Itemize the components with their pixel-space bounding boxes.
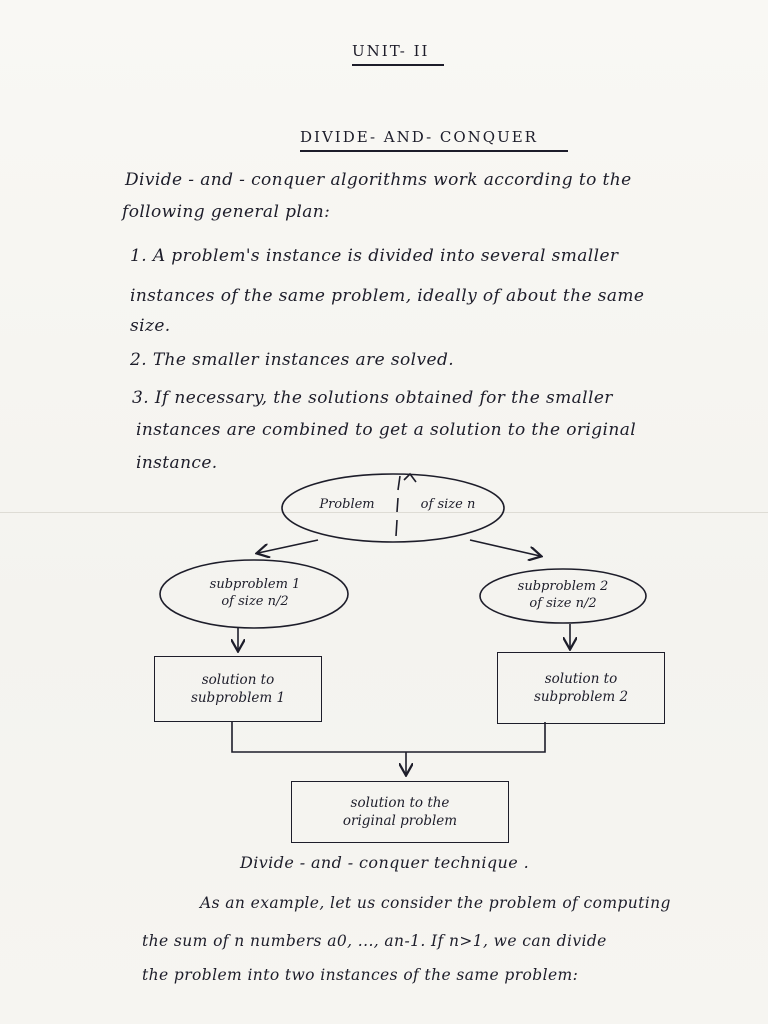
step-3-line-1: 3. If necessary, the solutions obtained for the smaller [132, 388, 613, 408]
solution-1-box: solution to subproblem 1 [154, 656, 322, 722]
arrow-root-to-sub1 [258, 540, 318, 553]
root-problem-label: Problem [319, 497, 375, 512]
step-1-line-3: size. [130, 316, 171, 336]
step-1-line-1: 1. A problem's instance is divided into several smaller [130, 246, 619, 266]
merge-line-right [406, 722, 545, 752]
subproblem-1-label: subproblem 1 of size n/2 [209, 577, 301, 609]
step-3-line-3: instance. [136, 453, 218, 473]
unit-title: UNIT- II [352, 42, 430, 60]
intro-line-2: following general plan: [122, 202, 331, 222]
example-line-3: the problem into two instances of the same problem: [142, 966, 579, 984]
step-1-line-2: instances of the same problem, ideally of about the same [130, 286, 645, 306]
step-3-line-2: instances are combined to get a solution to the original [136, 420, 637, 440]
final-solution-box: solution to the original problem [291, 781, 509, 843]
arrow-root-to-sub2 [470, 540, 540, 556]
solution-2-box: solution to subproblem 2 [497, 652, 665, 724]
root-size-label: of size n [420, 497, 476, 512]
merge-line-left [232, 722, 406, 752]
subproblem-2-label: subproblem 2 of size n/2 [517, 579, 609, 611]
chapter-heading: DIVIDE- AND- CONQUER [300, 128, 538, 146]
example-line-1: As an example, let us consider the problem of computing [200, 894, 671, 912]
example-line-2: the sum of n numbers a0, ..., an-1. If n>1, we can divide [142, 932, 607, 950]
intro-line-1: Divide - and - conquer algorithms work according to the [125, 170, 632, 190]
root-divider-line [396, 476, 400, 536]
step-2-line-1: 2. The smaller instances are solved. [130, 350, 455, 370]
diagram-caption: Divide - and - conquer technique . [240, 853, 530, 872]
